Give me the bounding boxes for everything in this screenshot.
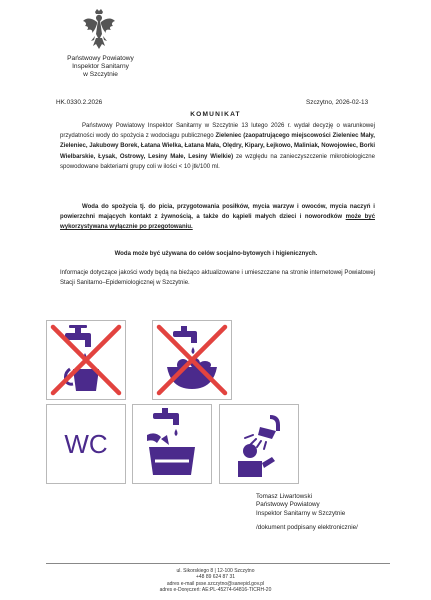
boiling-requirement: może być wykorzystywana wyłącznie po przegotowaniu. xyxy=(60,214,376,231)
signature-block xyxy=(256,493,358,532)
no-drinking-water-icon xyxy=(46,320,126,400)
reference-number: HK.0330.2.2026 xyxy=(56,99,103,106)
paragraph-decision xyxy=(60,121,375,172)
footer xyxy=(0,568,431,593)
decision-text: Państwowy Powiatowy Inspektor Sanitarny w Szczytnie 13 lutego 2026 r. wydał decyzję o warunkowej przydatności wody do spożycia z wodociągu publicznego xyxy=(60,123,375,140)
footer-phone: +48 89 624 87 31 xyxy=(195,574,236,581)
place-date: Szczytno, 2026-02-13 xyxy=(306,99,369,106)
dishwashing-icon xyxy=(132,404,212,484)
signature-note: /dokument podpisany elektronicznie/ xyxy=(256,523,358,531)
boiling-text: Woda do spożycia tj. do picia, przygotowania posiłków, mycia warzyw i owoców, mycia naczyń i powierzchni mających kontakt z żywnością, a także do kąpieli małych dzieci i noworodków xyxy=(60,204,375,221)
footer-edelivery: adres e-Doręczeń: AE:PL-45274-64816-TICRH-20 xyxy=(159,586,272,593)
no-food-washing-icon xyxy=(152,320,232,400)
paragraph-updates: Informacje dotyczące jakości wody będą na bieżąco aktualizowane i umieszczane na stronie internetowej Powiatowej Stacji Sanitarno–Epidemiologicznej w Szczytnie. xyxy=(60,270,375,287)
footer-email: adres e-mail psse.szczytno@sanepid.gov.pl xyxy=(166,580,265,587)
wc-label: WC xyxy=(64,429,108,459)
issuer-header xyxy=(38,55,163,79)
paragraph-sanitary-use: Woda może być używana do celów socjalno-bytowych i higienicznych. xyxy=(114,251,318,257)
issuer-line: w Szczytnie xyxy=(83,71,118,79)
footer-divider xyxy=(46,563,390,564)
decision-reason: ze względu na zanieczyszczenie mikrobiologiczne spowodowane bakteriami grupy coli w ilości < 10 jtk/100 ml. xyxy=(60,153,375,170)
signatory-name: Tomasz Liwartowski xyxy=(256,493,312,500)
footer-address: ul. Sikorskiego 8 | 12-100 Szczytno xyxy=(176,568,255,574)
signatory-role: Inspektor Sanitarny w Szczytnie xyxy=(256,509,346,517)
document-title: KOMUNIKAT xyxy=(190,111,241,118)
issuer-line: Państwowy Powiatowy xyxy=(67,55,134,62)
issuer-line: Inspektor Sanitarny xyxy=(72,63,129,71)
paragraph-boiling xyxy=(60,202,375,233)
decision-waterworks: Zieleniec (zaopatrującego miejscowości Zieleniec Mały, Zieleniec, Jakubowy Borek, Łatana Wielka, Łatana Mała, Olędry, Kipary, Łejkowo, Maliniak, Nowojowiec, Borki Wielbarskie, Łysak, Ostrowy, Lesiny Małe, Lesiny Wielkie) xyxy=(60,133,375,160)
signatory-role: Państwowy Powiatowy xyxy=(256,501,320,509)
wc-icon xyxy=(46,404,126,484)
shower-icon xyxy=(219,404,299,484)
eagle-emblem-icon xyxy=(82,8,116,52)
